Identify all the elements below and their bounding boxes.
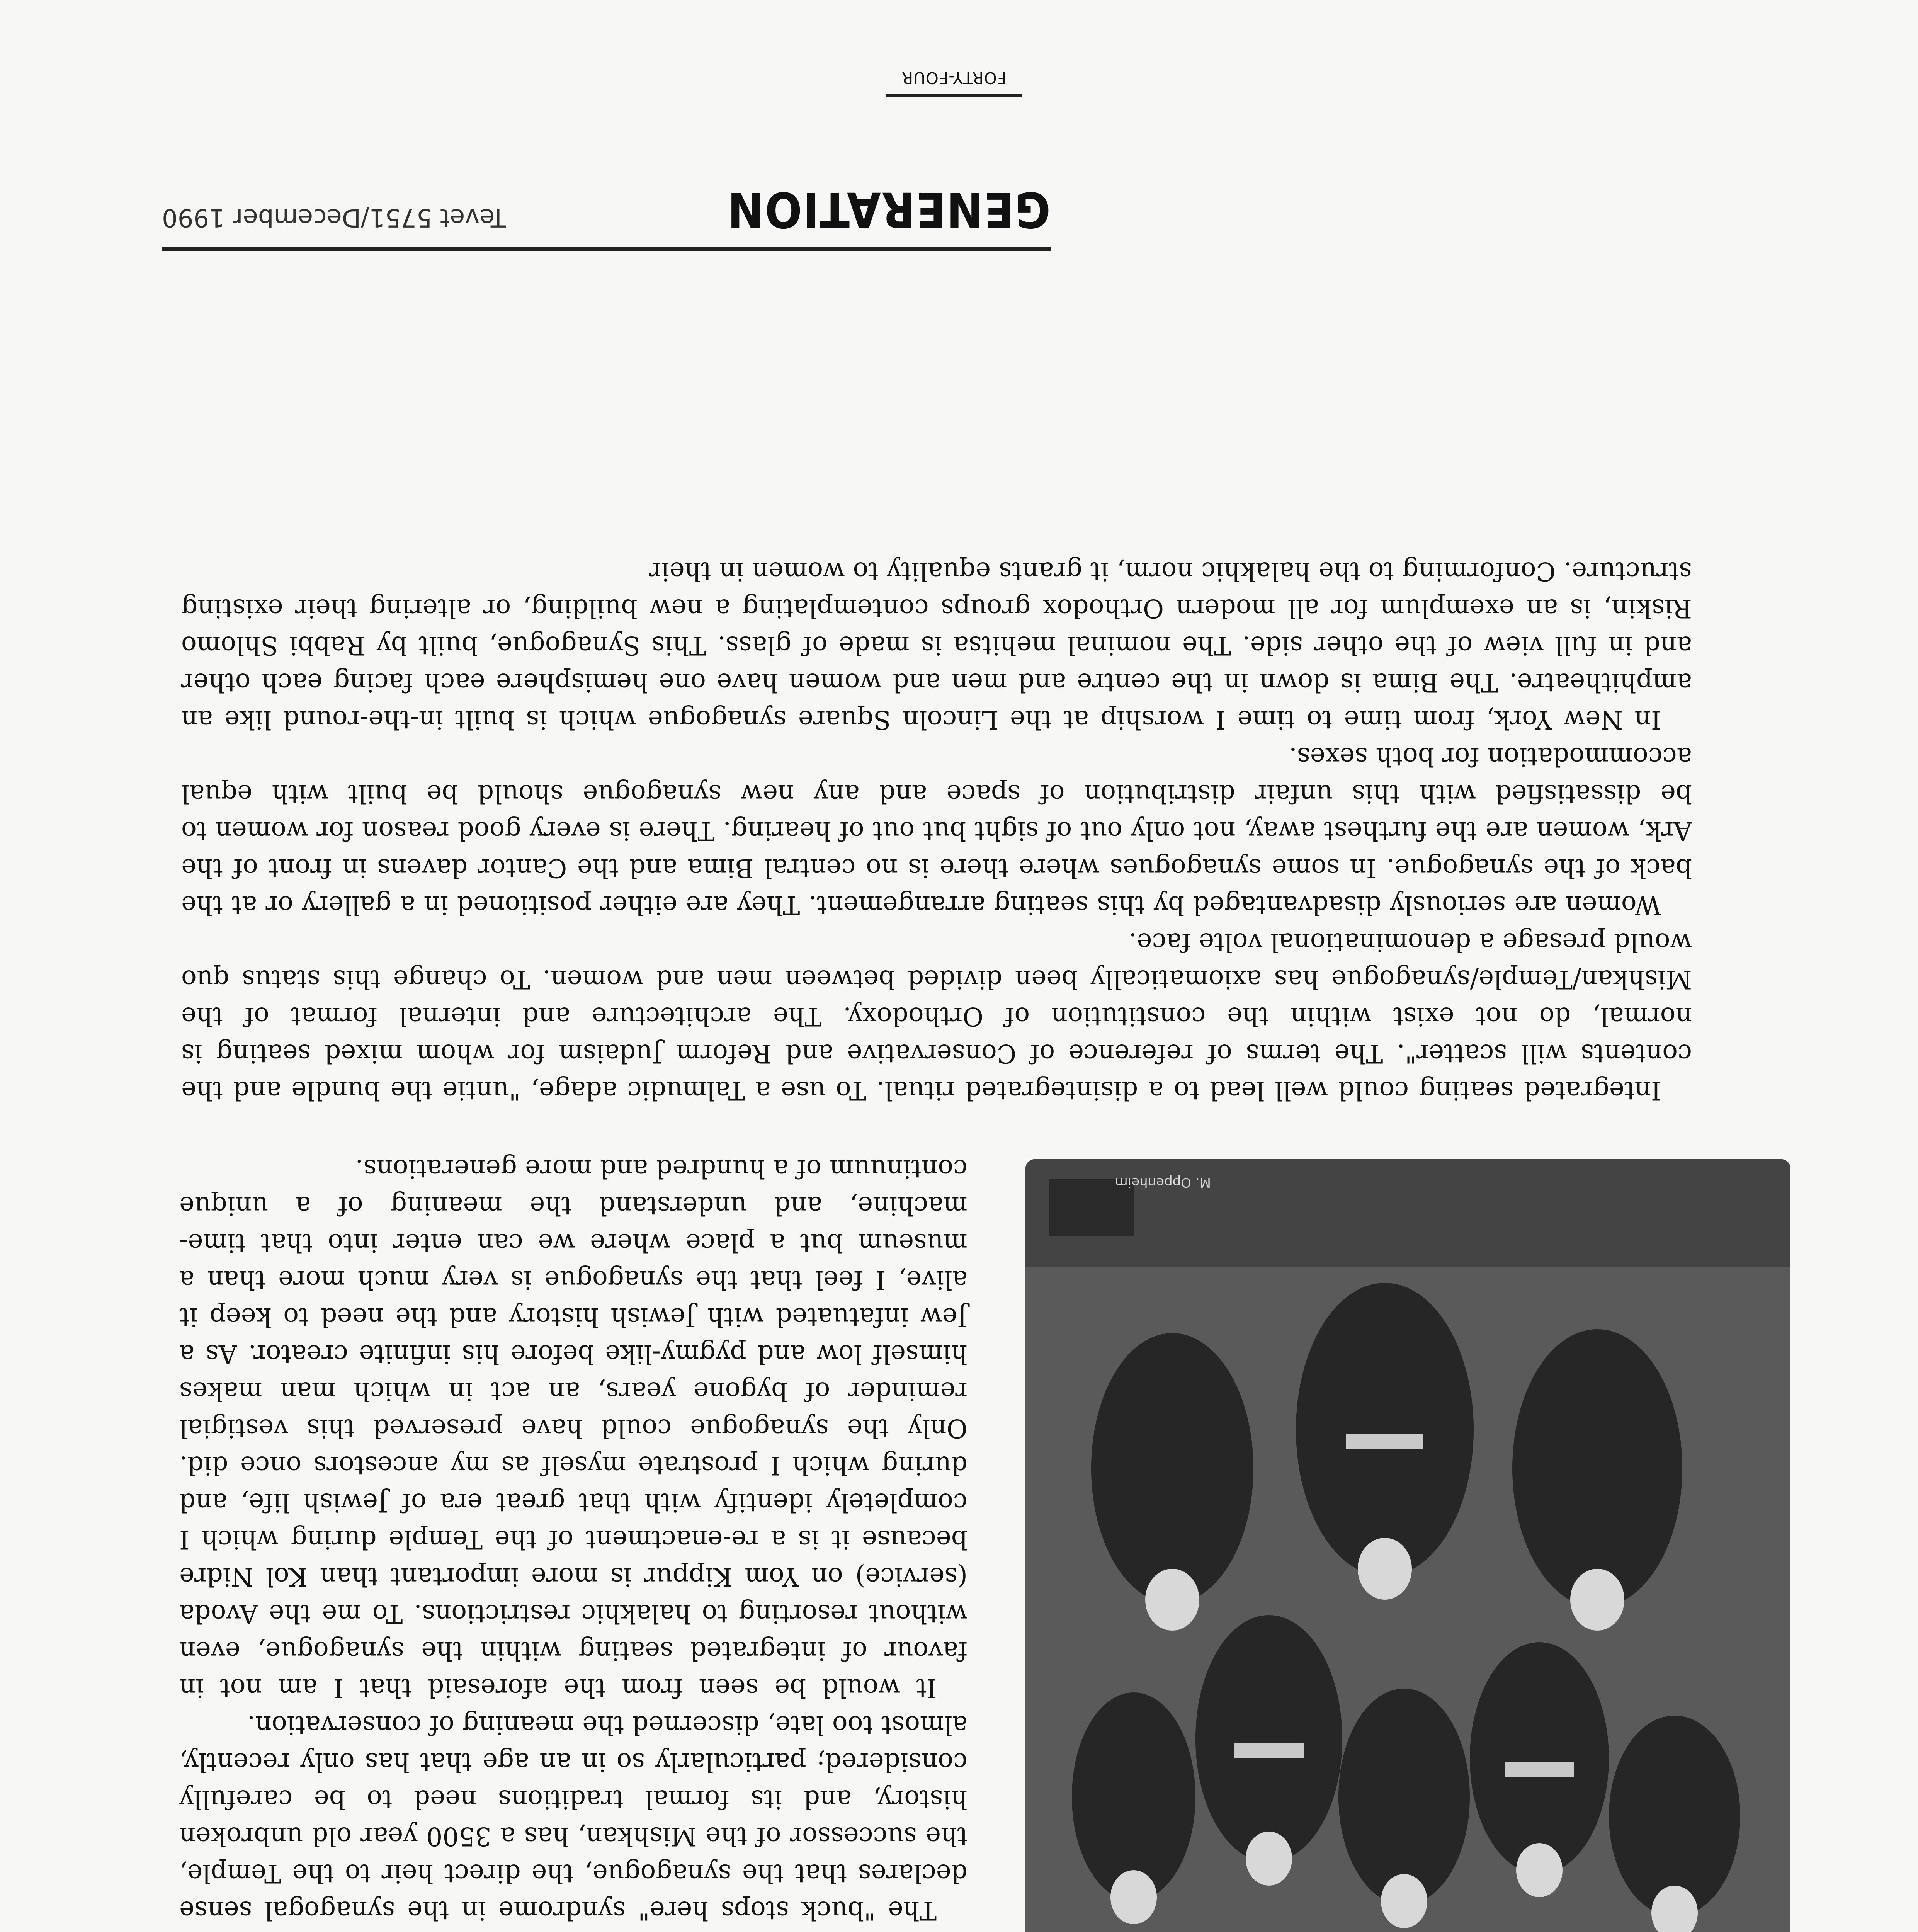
body-paragraph	[179, 1929, 968, 1932]
masthead	[162, 182, 1051, 251]
body-paragraph: Integrated seating could well lead to a disintegrated ritual. To use a Talmudic adage, "untie the bundle and the contents will scatter". The terms of reference of Conservative and Reform Judaism for whom mixed seating is normal, do not exist within the constitution of Orthodoxy. The architecture and internal format of the Mishkan/Temple/synagogue has axiomatically been divided between men and women. To change this status quo would presage a denominational volte face.	[181, 927, 1692, 1105]
body-paragraph: Women are seriously disadvantaged by this seating arrangement. They are either positioned in a gallery or at the back of the synagogue. In some synagogues where there is no central Bima and the Cantor davens in front of the Ark, women are the furthest away, not only out of sight but out of hearing. There is every good reason for women to be dissatisfied with this unfair distribution of space and any new synagogue should be built with equal accommodation for both sexes.	[181, 742, 1692, 920]
photo-caption: M. Oppenheim	[1115, 1175, 1211, 1190]
lower-text-column	[181, 553, 1692, 1109]
synagogue-illustration	[1025, 1159, 1790, 1932]
page-number: FORTY-FOUR	[886, 56, 1022, 97]
engraving-image	[1025, 1159, 1790, 1932]
masthead-logo: GENERATION	[726, 181, 1051, 238]
body-paragraph: The "buck stops here" syndrome in the synagogal sense declares that the synagogue, the direct heir to the Temple, the successor of the Mishkan, has a 3500 year old unbroken history, and its formal traditions need to be carefully considered; particularly so in an age that has only recently, almost too late, discerned the meaning of conservation.	[179, 1710, 968, 1925]
body-paragraph: It would be seen from the aforesaid that I am not in favour of integrated seating within the synagogue, even without resorting to halakhic restrictions. To me the Avoda (service) on Yom Kippur is more important than Kol Nidre because it is a re-enactment of the Temple during which I completely identify with that great era of Jewish life, and during which I prostrate myself as my ancestors once did. Only the synagogue could have preserved this vestigial reminder of bygone years, an act in which man makes himself low and pygmy-like before his infinite creator. As a Jew infatuated with Jewish history and the need to keep it alive, I feel that the synagogue is very much more than a museum but a place where we can enter into that time-machine, and understand the meaning of a unique continuum of a hundred and more generations.	[179, 1154, 968, 1703]
main-text-column	[179, 1150, 968, 1932]
body-paragraph: In New York, from time to time I worship at the Lincoln Square synagogue which is built in-the-round like an amphitheatre. The Bima is down in the centre and men and women have one hemisphere each facing each other and in full view of the other side. The nominal mehitsa is made of glass. This Synagogue, built by Rabbi Shlomo Riskin, is an exemplum for all modern Orthodox groups contemplating a new building, or altering their existing structure. Conforming to the halakhic norm, it grants equality to women in their	[181, 556, 1692, 735]
issue-date: Tevet 5751/December 1990	[162, 203, 506, 232]
